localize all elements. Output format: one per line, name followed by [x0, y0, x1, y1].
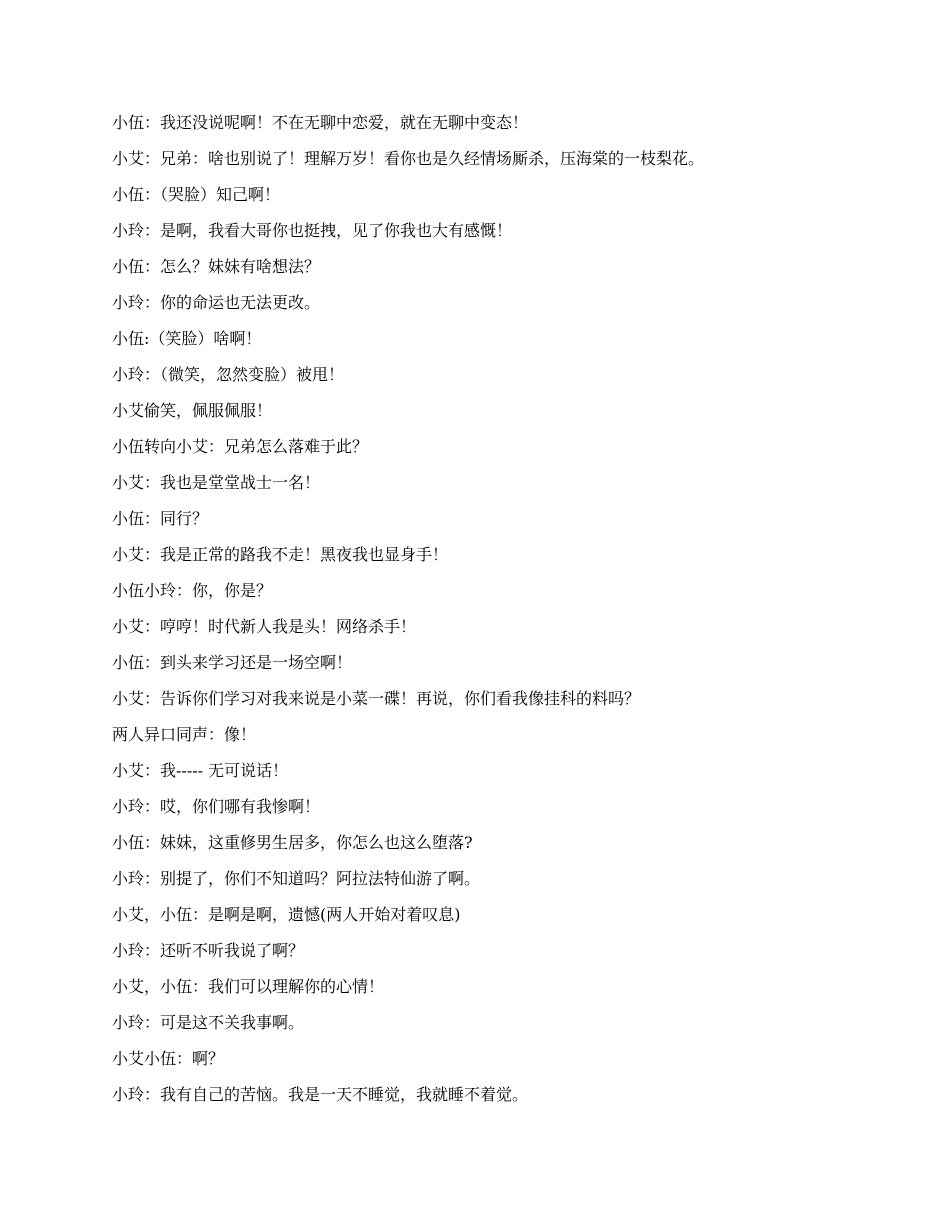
dialogue-line: 小艾：兄弟：啥也别说了！理解万岁！看你也是久经情场厮杀，压海棠的一枝梨花。 — [112, 149, 705, 168]
dialogue-line: 小艾：我是正常的路我不走！黑夜我也显身手！ — [112, 545, 449, 564]
dialogue-line: 小艾小伍：啊？ — [112, 1049, 225, 1068]
dialogue-line: 小玲：可是这不关我事啊。 — [112, 1013, 305, 1032]
dialogue-line: 小伍：妹妹，这重修男生居多，你怎么也这么堕落? — [112, 833, 473, 852]
dialogue-line: 小艾，小伍：是啊是啊，遗憾(两人开始对着叹息) — [112, 905, 461, 924]
dialogue-line: 小伍转向小艾：兄弟怎么落难于此？ — [112, 437, 369, 456]
dialogue-line: 小伍：我还没说呢啊！不在无聊中恋爱，就在无聊中变态！ — [112, 113, 529, 132]
dialogue-line: 两人异口同声：像！ — [112, 725, 257, 744]
dialogue-line: 小玲：还听不听我说了啊？ — [112, 941, 305, 960]
dialogue-line: 小伍：怎么？妹妹有啥想法？ — [112, 257, 321, 276]
dialogue-line: 小伍：到头来学习还是一场空啊！ — [112, 653, 353, 672]
dialogue-line: 小伍小玲：你，你是？ — [112, 581, 273, 600]
dialogue-line: 小玲：（微笑，忽然变脸）被甩！ — [112, 365, 345, 384]
dialogue-line: 小伍：（哭脸）知己啊！ — [112, 185, 281, 204]
script-dialogue — [112, 111, 892, 1119]
dialogue-line: 小伍:（笑脸）啥啊！ — [112, 329, 262, 348]
dialogue-line: 小艾：哼哼！时代新人我是头！网络杀手！ — [112, 617, 417, 636]
dialogue-line: 小玲：别提了，你们不知道吗？阿拉法特仙游了啊。 — [112, 869, 481, 888]
dialogue-line: 小玲：哎，你们哪有我惨啊！ — [112, 797, 321, 816]
dialogue-line: 小艾：告诉你们学习对我来说是小菜一碟！再说，你们看我像挂科的料吗？ — [112, 689, 641, 708]
dialogue-line: 小玲：我有自己的苦恼。我是一天不睡觉，我就睡不着觉。 — [112, 1085, 529, 1104]
dialogue-line: 小艾：我----- 无可说话！ — [112, 761, 289, 780]
dialogue-line: 小艾：我也是堂堂战士一名！ — [112, 473, 321, 492]
dialogue-line: 小玲：你的命运也无法更改。 — [112, 293, 321, 312]
dialogue-line: 小伍：同行？ — [112, 509, 209, 528]
dialogue-line: 小艾，小伍：我们可以理解你的心情！ — [112, 977, 385, 996]
dialogue-line: 小艾偷笑，佩服佩服！ — [112, 401, 273, 420]
dialogue-line: 小玲：是啊，我看大哥你也挺拽，见了你我也大有感慨！ — [112, 221, 513, 240]
